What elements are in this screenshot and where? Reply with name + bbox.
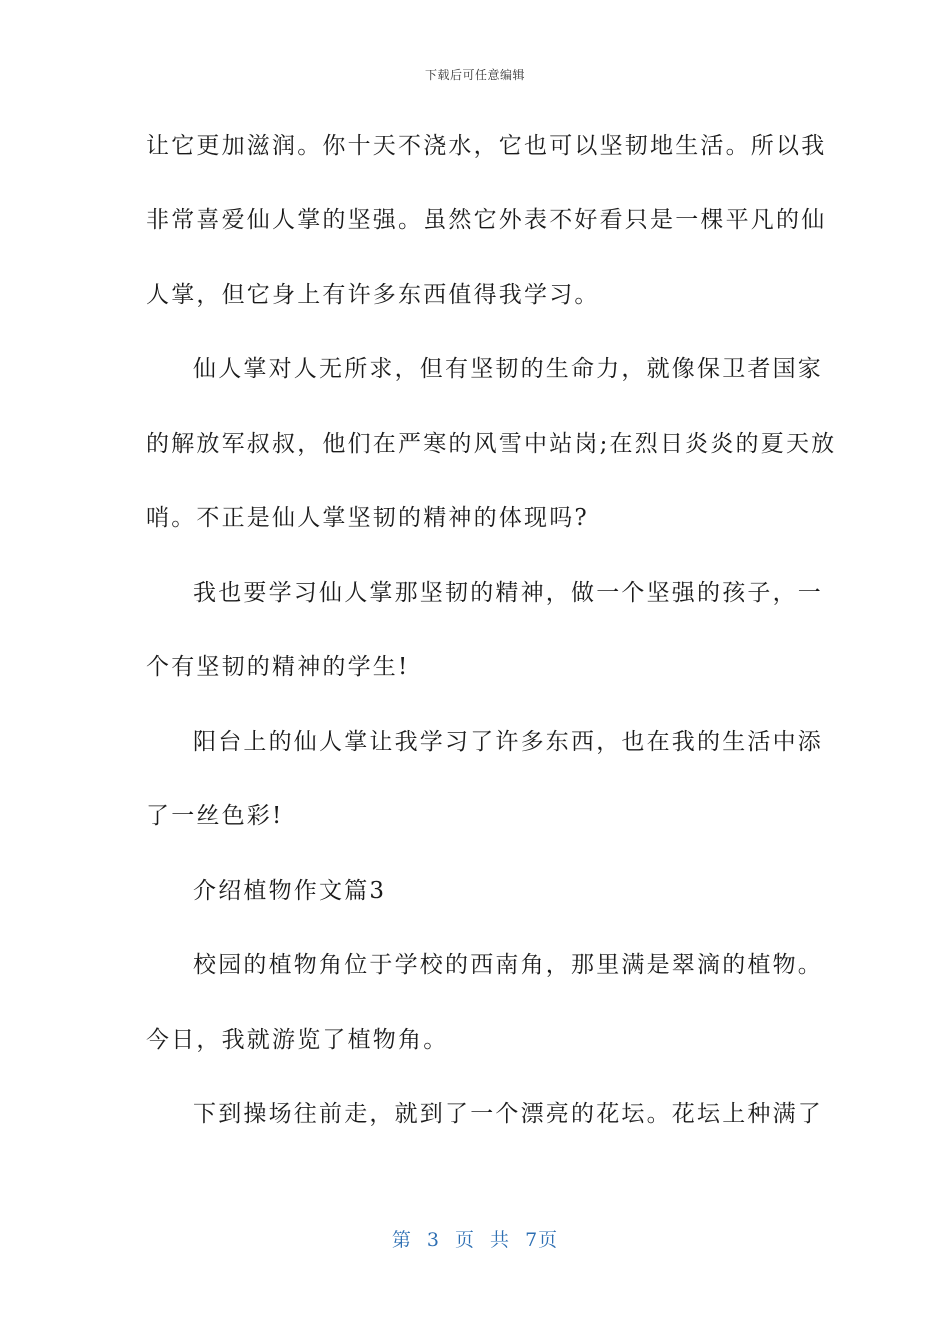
page-header: 下载后可任意编辑 bbox=[424, 68, 525, 82]
text-line: 仙人掌对人无所求，但有坚韧的生命力，就像保卫者国家 bbox=[193, 356, 823, 382]
text-line: 校园的植物角位于学校的西南角，那里满是翠滴的植物。 bbox=[193, 952, 823, 978]
text-line: 让它更加滋润。你十天不浇水，它也可以坚韧地生活。所以我 bbox=[146, 133, 827, 159]
text-line: 哨。不正是仙人掌坚韧的精神的体现吗? bbox=[146, 505, 589, 531]
text-line: 个有坚韧的精神的学生! bbox=[146, 654, 410, 680]
section-heading: 介绍植物作文篇3 bbox=[193, 878, 387, 904]
text-line: 的解放军叔叔，他们在严寒的风雪中站岗;在烈日炎炎的夏天放 bbox=[146, 431, 837, 457]
text-line: 我也要学习仙人掌那坚韧的精神，做一个坚强的孩子，一 bbox=[193, 580, 823, 606]
text-line: 下到操场往前走，就到了一个漂亮的花坛。花坛上种满了 bbox=[193, 1101, 823, 1127]
text-line: 人掌，但它身上有许多东西值得我学习。 bbox=[146, 282, 600, 308]
text-line: 了一丝色彩! bbox=[146, 803, 284, 829]
text-line: 非常喜爱仙人掌的坚强。虽然它外表不好看只是一棵平凡的仙 bbox=[146, 207, 827, 233]
text-line: 阳台上的仙人掌让我学习了许多东西，也在我的生活中添 bbox=[193, 729, 823, 755]
page-number-footer: 第 3 页 共 7页 bbox=[391, 1229, 559, 1251]
text-line: 今日，我就游览了植物角。 bbox=[146, 1027, 449, 1053]
